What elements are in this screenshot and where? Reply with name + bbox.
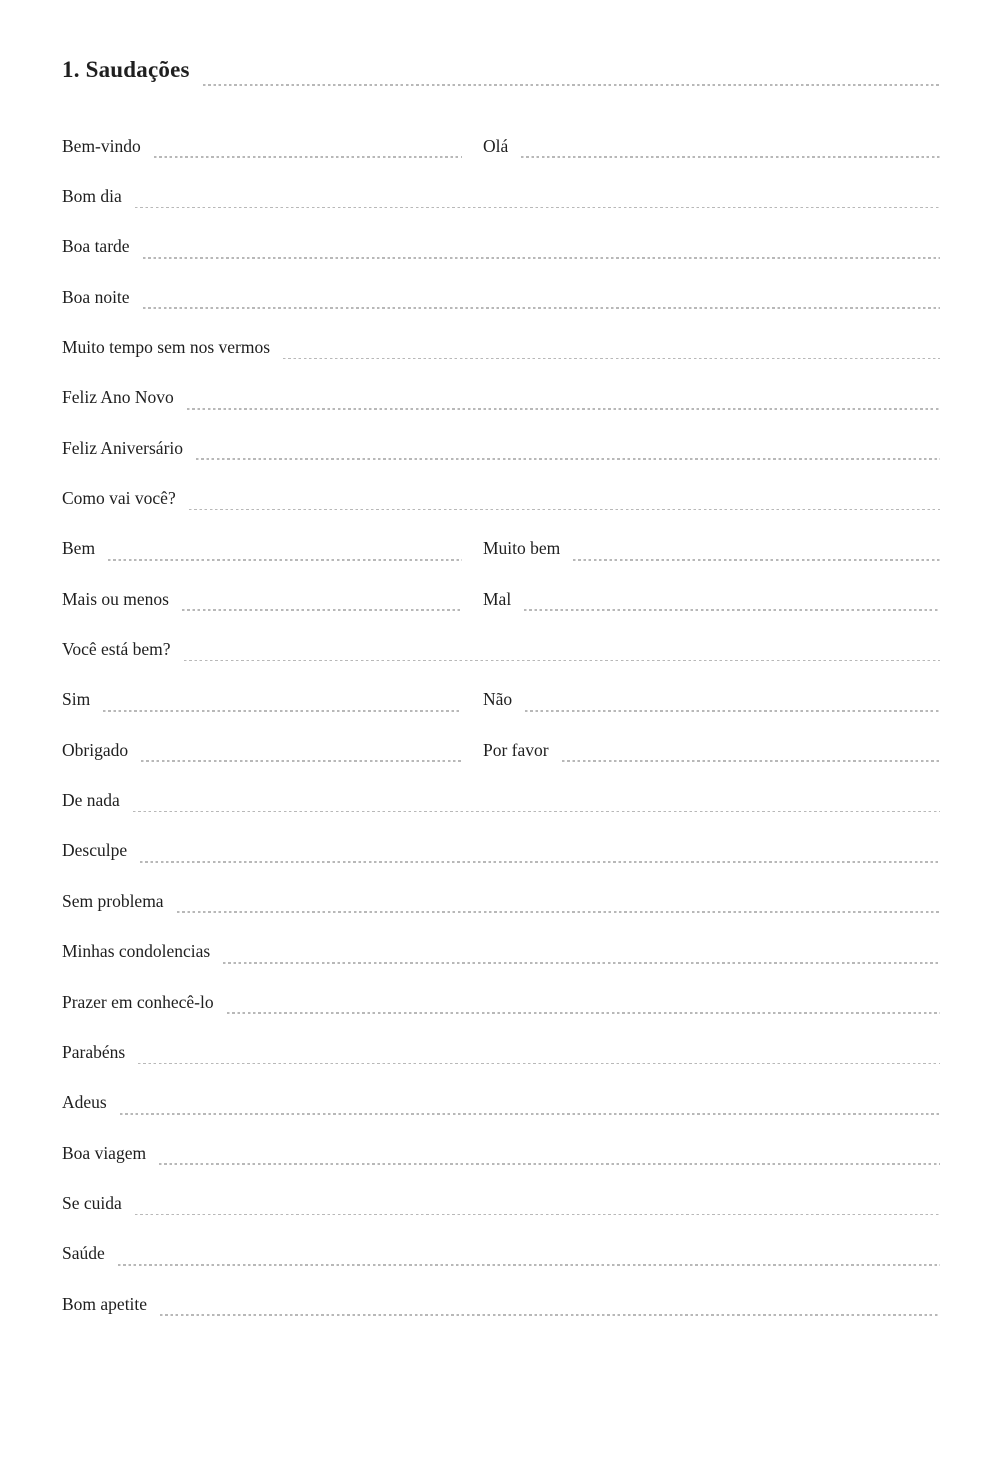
phrase-row	[62, 675, 940, 725]
phrase-cell	[483, 740, 940, 761]
answer-line	[562, 760, 940, 762]
phrase-label: Bem	[62, 538, 96, 559]
phrase-label: Boa tarde	[62, 236, 130, 257]
phrase-cell	[62, 438, 940, 459]
answer-line	[196, 458, 940, 460]
phrase-list	[62, 121, 940, 1329]
phrase-cell	[62, 287, 940, 308]
phrase-row	[62, 473, 940, 523]
phrase-row	[62, 927, 940, 977]
phrase-label: Prazer em conhecê-lo	[62, 991, 214, 1012]
phrase-cell	[62, 136, 462, 157]
phrase-row	[62, 272, 940, 322]
phrase-row	[62, 373, 940, 423]
phrase-label: Bom apetite	[62, 1293, 148, 1314]
phrase-row	[62, 222, 940, 272]
phrase-cell	[62, 639, 940, 660]
answer-line	[135, 207, 940, 209]
phrase-cell	[62, 1143, 940, 1164]
answer-line	[143, 257, 940, 259]
phrase-label: Bom dia	[62, 186, 122, 207]
phrase-label: Mais ou menos	[62, 588, 169, 609]
phrase-label: Obrigado	[62, 739, 129, 760]
answer-line	[108, 559, 462, 561]
phrase-label: Não	[483, 689, 513, 710]
answer-line	[135, 1214, 940, 1216]
answer-line	[118, 1264, 940, 1266]
phrase-row	[62, 121, 940, 171]
answer-line	[154, 156, 462, 158]
phrase-label: Bem-vindo	[62, 135, 141, 156]
phrase-label: Muito tempo sem nos vermos	[62, 337, 271, 358]
phrase-cell	[62, 891, 940, 912]
answer-line	[143, 307, 940, 309]
phrase-cell	[62, 538, 462, 559]
phrase-row	[62, 574, 940, 624]
phrase-label: Desculpe	[62, 840, 128, 861]
phrase-label: Sem problema	[62, 890, 164, 911]
answer-line	[223, 962, 940, 964]
phrase-row	[62, 171, 940, 221]
phrase-cell	[483, 136, 940, 157]
phrase-cell	[62, 689, 462, 710]
answer-line	[140, 861, 940, 863]
phrase-cell	[483, 589, 940, 610]
phrase-cell	[483, 538, 940, 559]
answer-line	[177, 911, 940, 913]
phrase-row	[62, 876, 940, 926]
answer-line	[141, 760, 462, 762]
phrase-cell	[62, 941, 940, 962]
phrase-cell	[62, 1294, 940, 1315]
answer-line	[120, 1113, 940, 1115]
answer-line	[227, 1012, 940, 1014]
phrase-label: Adeus	[62, 1092, 107, 1113]
phrase-label: Muito bem	[483, 538, 561, 559]
phrase-label: Você está bem?	[62, 639, 171, 660]
phrase-label: Olá	[483, 135, 509, 156]
phrase-label: Minhas condolencias	[62, 941, 211, 962]
phrase-label: Feliz Aniversário	[62, 437, 184, 458]
answer-line	[189, 509, 940, 511]
phrase-label: Parabéns	[62, 1041, 126, 1062]
phrase-cell	[62, 740, 462, 761]
phrase-row	[62, 624, 940, 674]
phrase-label: Saúde	[62, 1243, 105, 1264]
phrase-label: Como vai você?	[62, 488, 176, 509]
phrase-row	[62, 725, 940, 775]
answer-line	[525, 710, 940, 712]
phrase-cell	[62, 186, 940, 207]
section-header	[62, 47, 940, 93]
answer-line	[524, 609, 940, 611]
phrase-row	[62, 826, 940, 876]
phrase-row	[62, 1128, 940, 1178]
phrase-row	[62, 977, 940, 1027]
phrase-label: Mal	[483, 588, 512, 609]
answer-line	[521, 156, 940, 158]
phrase-label: Boa viagem	[62, 1142, 147, 1163]
phrase-label: De nada	[62, 790, 120, 811]
answer-line	[138, 1063, 940, 1065]
phrase-cell	[62, 1042, 940, 1063]
phrase-row	[62, 1078, 940, 1128]
phrase-label: Sim	[62, 689, 91, 710]
phrase-cell	[62, 992, 940, 1013]
answer-line	[184, 660, 940, 662]
phrase-cell	[62, 387, 940, 408]
phrase-cell	[62, 488, 940, 509]
title-answer-line	[203, 84, 940, 86]
phrase-cell	[62, 790, 940, 811]
phrase-row	[62, 524, 940, 574]
phrase-row	[62, 775, 940, 825]
phrase-row	[62, 1279, 940, 1329]
phrase-label: Por favor	[483, 739, 549, 760]
answer-line	[103, 710, 462, 712]
answer-line	[187, 408, 940, 410]
answer-line	[133, 811, 940, 813]
phrase-label: Se cuida	[62, 1192, 122, 1213]
phrase-cell	[62, 589, 462, 610]
phrase-label: Boa noite	[62, 286, 130, 307]
phrase-cell	[62, 337, 940, 358]
answer-line	[182, 609, 462, 611]
phrase-label: Feliz Ano Novo	[62, 387, 174, 408]
phrase-cell	[483, 689, 940, 710]
answer-line	[160, 1314, 940, 1316]
answer-line	[159, 1163, 940, 1165]
phrase-cell	[62, 1193, 940, 1214]
phrase-row	[62, 322, 940, 372]
answer-line	[573, 559, 940, 561]
phrase-cell	[62, 236, 940, 257]
phrase-row	[62, 423, 940, 473]
phrase-row	[62, 1027, 940, 1077]
phrase-cell	[62, 1092, 940, 1113]
phrase-cell	[62, 1243, 940, 1264]
phrase-row	[62, 1178, 940, 1228]
phrase-row	[62, 1229, 940, 1279]
answer-line	[283, 358, 940, 360]
phrase-cell	[62, 840, 940, 861]
page-title: 1. Saudações	[62, 57, 190, 82]
